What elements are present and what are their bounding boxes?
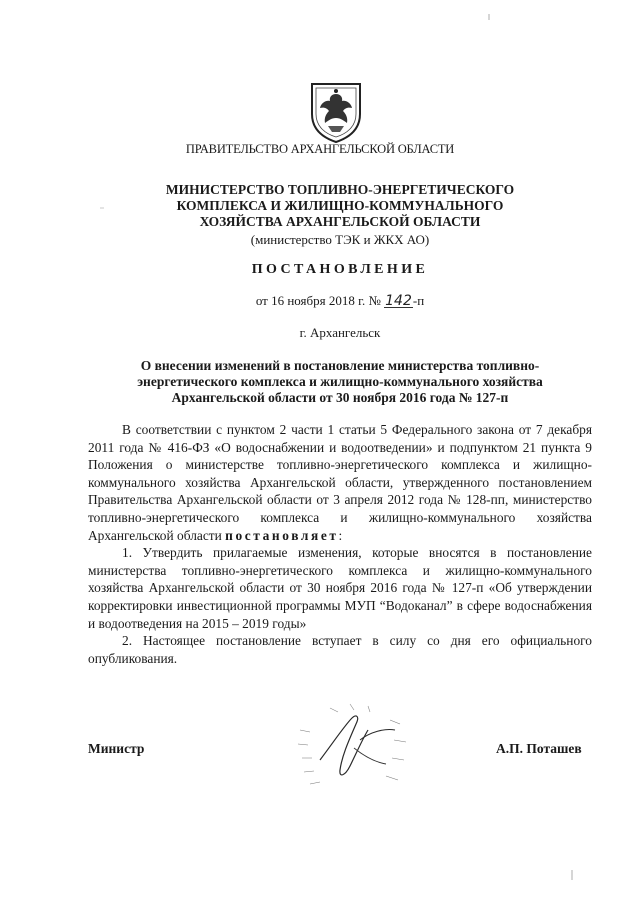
document-title-line: энергетического комплекса и жилищно-коммунального хозяйства: [137, 374, 543, 389]
government-name: ПРАВИТЕЛЬСТВО АРХАНГЕЛЬСКОЙ ОБЛАСТИ: [185, 142, 455, 156]
body-paragraph-item-1: 1. Утвердить прилагаемые изменения, которые вносятся в постановление министерства топливно-энергетического комплекса и жилищно-коммунального хозяйства Архангельской области от 30 ноября 2016 года № 127-п «Об утверждении корректировки инвестиционной программы МУП “Водоканал” в сфере водоснабжения и водоотведения на 2015 – 2019 годы»: [88, 545, 592, 631]
ministry-short-name: (министерство ТЭК и ЖКХ АО): [250, 232, 430, 247]
body-paragraph-preamble: [88, 421, 592, 544]
preamble-end: :: [338, 527, 343, 543]
document-number-suffix: -п: [412, 293, 425, 308]
document-date-line: [60, 293, 620, 309]
preamble-text: В соответствии с пунктом 2 части 1 статьи 5 Федерального закона от 7 декабря 2011 года № 416-ФЗ «О водоснабжении и водоотведении» и подпунктом 21 пункта 9 Положения о министерстве топливно-энергетического комплекса и жилищно-коммунального хозяйства Архангельской области, утвержденного постановлением Правительства Архангельской области от 3 апреля 2012 года № 128-пп, министерство топливно-энергетического комплекса и жилищно-коммунального хозяйства Архангельской области: [88, 422, 592, 543]
coat-of-arms-emblem: [306, 80, 366, 144]
document-body: [88, 421, 592, 667]
decree-keyword: постановляет: [225, 527, 339, 543]
document-date: от 16 ноября 2018 г. №: [255, 293, 381, 308]
document-number: 142: [385, 293, 412, 309]
ministry-name-line: КОМПЛЕКСА И ЖИЛИЩНО-КОММУНАЛЬНОГО: [176, 198, 504, 213]
ministry-name: [60, 182, 620, 230]
ministry-name-line: ХОЗЯЙСТВА АРХАНГЕЛЬСКОЙ ОБЛАСТИ: [199, 214, 481, 229]
signer-role: Министр: [88, 741, 145, 756]
document-title: [100, 358, 580, 406]
body-paragraph-item-2: 2. Настоящее постановление вступает в силу со дня его официального опубликования.: [88, 633, 592, 666]
document-type: ПОСТАНОВЛЕНИЕ: [251, 262, 429, 277]
document-title-line: О внесении изменений в постановление министерства топливно-: [140, 358, 540, 373]
signer-name: А.П. Поташев: [496, 741, 582, 756]
handwritten-signature: [290, 700, 420, 795]
ministry-name-line: МИНИСТЕРСТВО ТОПЛИВНО-ЭНЕРГЕТИЧЕСКОГО: [165, 182, 515, 197]
document-city: г. Архангельск: [299, 325, 381, 340]
document-title-line: Архангельской области от 30 ноября 2016 года № 127-п: [171, 390, 509, 405]
